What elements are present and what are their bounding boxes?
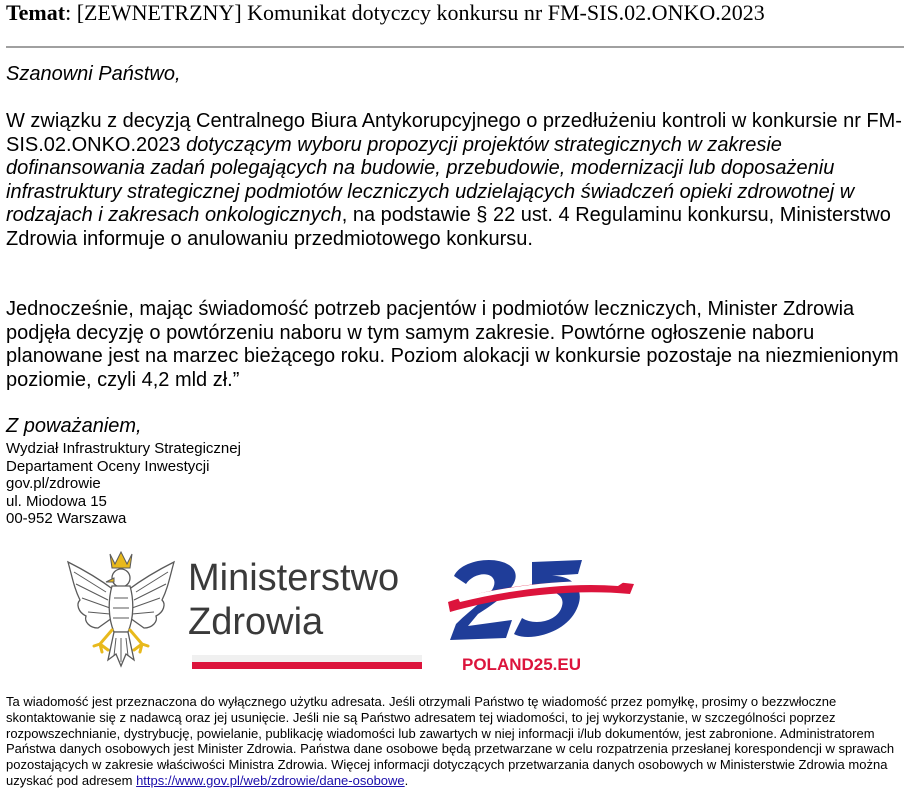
paragraph-announcement-outro: , na podstawie § 22 ust. 4 Regulaminu konkursu, Ministerstwo Zdrowia informuje o anulowaniu przedmiotowego konkursu. (6, 204, 891, 250)
poland25-label: POLAND25.EU (462, 655, 582, 674)
flag-white-stripe (192, 655, 422, 662)
poland25-eu-logo (448, 554, 638, 678)
email-subject: Temat: [ZEWNETRZNY] Komunikat dotyczcy konkursu nr FM-SIS.02.ONKO.2023 (6, 0, 765, 25)
signature-unit: Departament Oceny Inwestycji (6, 457, 210, 475)
paragraph-repeat-call: Jednocześnie, mając świadomość potrzeb pacjentów i podmiotów leczniczych, Minister Zdrowia podjęła decyzję o powtórzeniu naboru w tym samym zakresie. Powtórne ogłoszenie naboru planowane jest na marzec bieżącego roku. Poziom alokacji w konkursie pozostaje na niezmienionym poziomie, czyli 4,2 mld zł.” (6, 298, 899, 391)
signature-department: Wydział Infrastruktury Strategicznej (6, 440, 241, 457)
greeting: Szanowni Państwo, (6, 63, 181, 85)
paragraph-announcement-intro: W związku z decyzją Centralnego Biura Antykorupcyjnego o przedłużeniu kontroli w konkursie nr FM-SIS.02.ONKO.2023 (6, 110, 902, 156)
legal-footer (6, 694, 904, 789)
header-divider (6, 46, 904, 48)
signature-website: gov.pl/zdrowie (6, 475, 101, 492)
competition-description: dotyczącym wyboru propozycji projektów strategicznych w zakresie dofinansowania zadań polegających na budowie, przebudowie, modernizacji lub doposażeniu infrastruktury strategicznej podmiotów leczniczych udzielających świadczeń opieki zdrowotnej w rodzajach i zakresach onkologicznych (6, 133, 855, 227)
ministry-name-line1: Ministerstwo (188, 557, 400, 599)
subject-text: [ZEWNETRZNY] Komunikat dotyczcy konkursu nr FM-SIS.02.ONKO.2023 (76, 0, 765, 25)
flag-red-stripe (192, 662, 422, 669)
signature-street: ul. Miodowa 15 (6, 492, 107, 510)
signature-block (6, 440, 241, 528)
white-eagle-icon (68, 552, 174, 666)
poland25-emblem-icon (448, 560, 634, 640)
signature-city: 00-952 Warszawa (6, 510, 127, 527)
subject-label: Temat (6, 0, 66, 25)
paragraph-announcement (6, 110, 906, 252)
closing: Z poważaniem, (6, 415, 142, 437)
ministry-name-line2: Zdrowia (188, 601, 324, 643)
personal-data-link[interactable]: https://www.gov.pl/web/zdrowie/dane-osobowe (136, 772, 405, 788)
footer-end: . (404, 772, 409, 788)
ministry-of-health-logo (66, 548, 426, 676)
footer-disclaimer: Ta wiadomość jest przeznaczona do wyłącznego użytku adresata. Jeśli otrzymali Państwo tę wiadomość przez pomyłkę, prosimy o bezzwłoczne skontaktowanie się z nadawcą oraz jej usunięcie. Jeśli nie są Państwo adresatem tej wiadomości, to jej wykorzystanie, w szczególności poprzez rozpowszechnianie, dystrybucję, powielanie, publikację wiadomości lub zawartych w niej informacji i/lub dokumentów, jest zabronione. Administratorem Państwa danych osobowych jest Minister Zdrowia. Państwa dane osobowe będą przetwarzane w celu rozpatrzenia przesłanej korespondencji w sprawach pozostających w zakresie właściwości Ministra Zdrowia. Więcej informacji dotyczących przetwarzania danych osobowych w Ministerstwie Zdrowia można uzyskać pod adresem (6, 694, 895, 788)
